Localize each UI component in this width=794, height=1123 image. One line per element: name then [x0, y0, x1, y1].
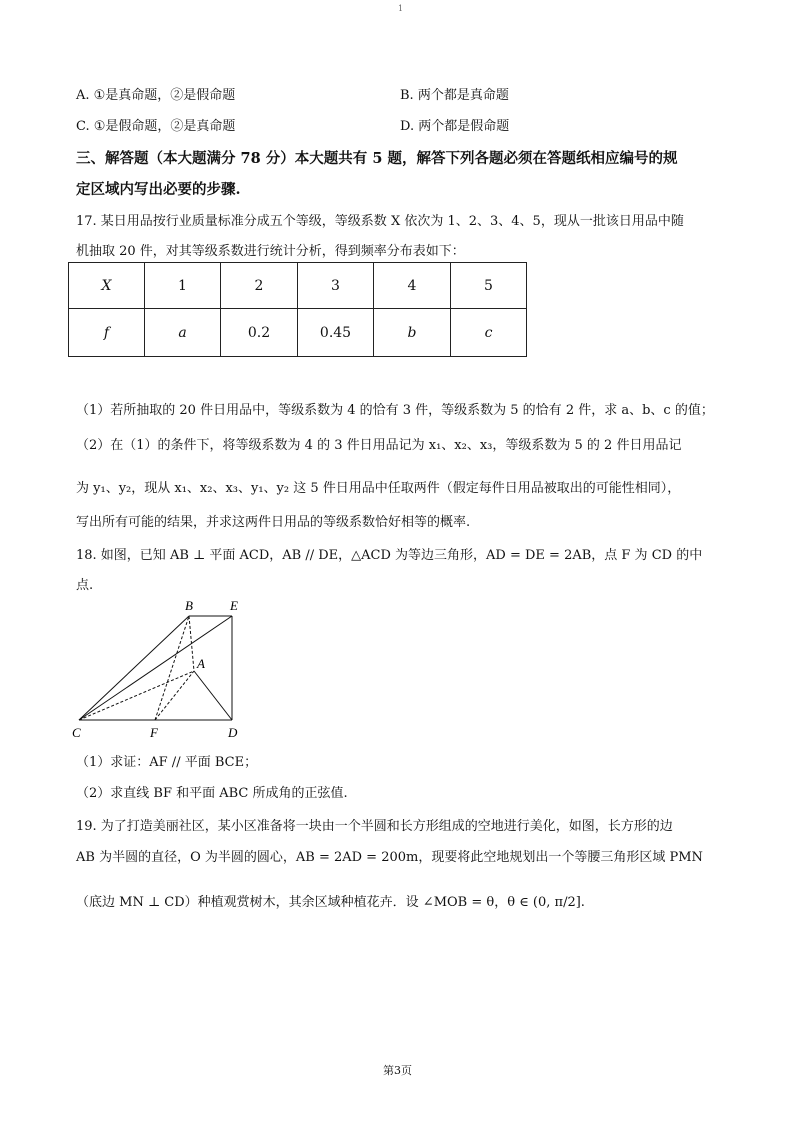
- label-f: F: [150, 725, 158, 740]
- table-cell: 5: [451, 263, 527, 309]
- table-cell: a: [145, 309, 221, 357]
- edge-fa: [155, 671, 194, 720]
- q17-intro-line2: 机抽取 20 件，对其等级系数进行统计分析，得到频率分布表如下：: [76, 244, 465, 259]
- label-d: D: [228, 725, 238, 740]
- edge-cb: [79, 616, 189, 720]
- table-cell: 3: [298, 263, 374, 309]
- q18-intro-line1: 18. 如图，已知 AB ⊥ 平面 ACD，AB // DE，△ACD 为等边三角形，AD = DE = 2AB，点 F 为 CD 的中: [76, 548, 703, 563]
- q19-line1: 19. 为了打造美丽社区，某小区准备将一块由一个半圆和长方形组成的空地进行美化，如图，长方形的边: [76, 819, 673, 834]
- q19-line3: （底边 MN ⊥ CD）种植观赏树木，其余区域种植花卉．设 ∠MOB = θ，θ ∈ (0, π/2].: [76, 895, 585, 910]
- option-d: D. 两个都是假命题: [400, 119, 510, 134]
- option-b: B. 两个都是真命题: [400, 88, 509, 103]
- label-b: B: [185, 598, 193, 613]
- table-cell: 0.2: [221, 309, 298, 357]
- table-row: [69, 309, 527, 357]
- geometry-figure: [70, 598, 250, 740]
- label-a: A: [197, 656, 205, 671]
- table-cell: 1: [145, 263, 221, 309]
- table-cell: 4: [374, 263, 451, 309]
- frequency-table: [68, 262, 527, 357]
- table-cell: f: [69, 309, 145, 357]
- q17-part2-line1: （2）在（1）的条件下，将等级系数为 4 的 3 件日用品记为 x₁、x₂、x₃，等级系数为 5 的 2 件日用品记: [76, 438, 682, 453]
- edge-ba: [189, 616, 194, 671]
- table-cell: c: [451, 309, 527, 357]
- edge-ad: [194, 671, 232, 720]
- q17-part2-line2: 为 y₁、y₂，现从 x₁、x₂、x₃、y₁、y₂ 这 5 件日用品中任取两件（假定每件日用品被取出的可能性相同），: [76, 481, 681, 496]
- q18-part2: （2）求直线 BF 和平面 ABC 所成角的正弦值.: [76, 786, 348, 801]
- option-a: A. ①是真命题，②是假命题: [76, 88, 236, 103]
- q17-part2-line3: 写出所有可能的结果，并求这两件日用品的等级系数恰好相等的概率.: [76, 515, 471, 530]
- q18-part1: （1）求证：AF // 平面 BCE；: [76, 755, 258, 770]
- table-cell: b: [374, 309, 451, 357]
- geometry-figure-svg: [70, 598, 250, 740]
- table-row: [69, 263, 527, 309]
- page-footer: 第3页: [383, 1064, 412, 1077]
- option-c: C. ①是假命题，②是真命题: [76, 119, 236, 134]
- q18-intro-line2: 点.: [76, 578, 94, 593]
- page-marker: 1: [398, 4, 404, 13]
- label-e: E: [230, 598, 238, 613]
- q17-intro-line1: 17. 某日用品按行业质量标准分成五个等级，等级系数 X 依次为 1、2、3、4、5，现从一批该日用品中随: [76, 214, 684, 229]
- table-cell: 2: [221, 263, 298, 309]
- edge-ce: [79, 616, 232, 720]
- section-heading-line2: 定区域内写出必要的步骤.: [76, 181, 241, 198]
- table-cell: X: [69, 263, 145, 309]
- table-cell: 0.45: [298, 309, 374, 357]
- edge-ca: [79, 671, 194, 720]
- q19-line2: AB 为半圆的直径，O 为半圆的圆心，AB = 2AD = 200m，现要将此空地规划出一个等腰三角形区域 PMN: [76, 850, 703, 865]
- q17-part1: （1）若所抽取的 20 件日用品中，等级系数为 4 的恰有 3 件，等级系数为 5 的恰有 2 件，求 a、b、c 的值；: [76, 403, 714, 418]
- label-c: C: [72, 725, 81, 740]
- section-heading-line1: 三、解答题（本大题满分 78 分）本大题共有 5 题，解答下列各题必须在答题纸相应编号的规: [76, 150, 678, 167]
